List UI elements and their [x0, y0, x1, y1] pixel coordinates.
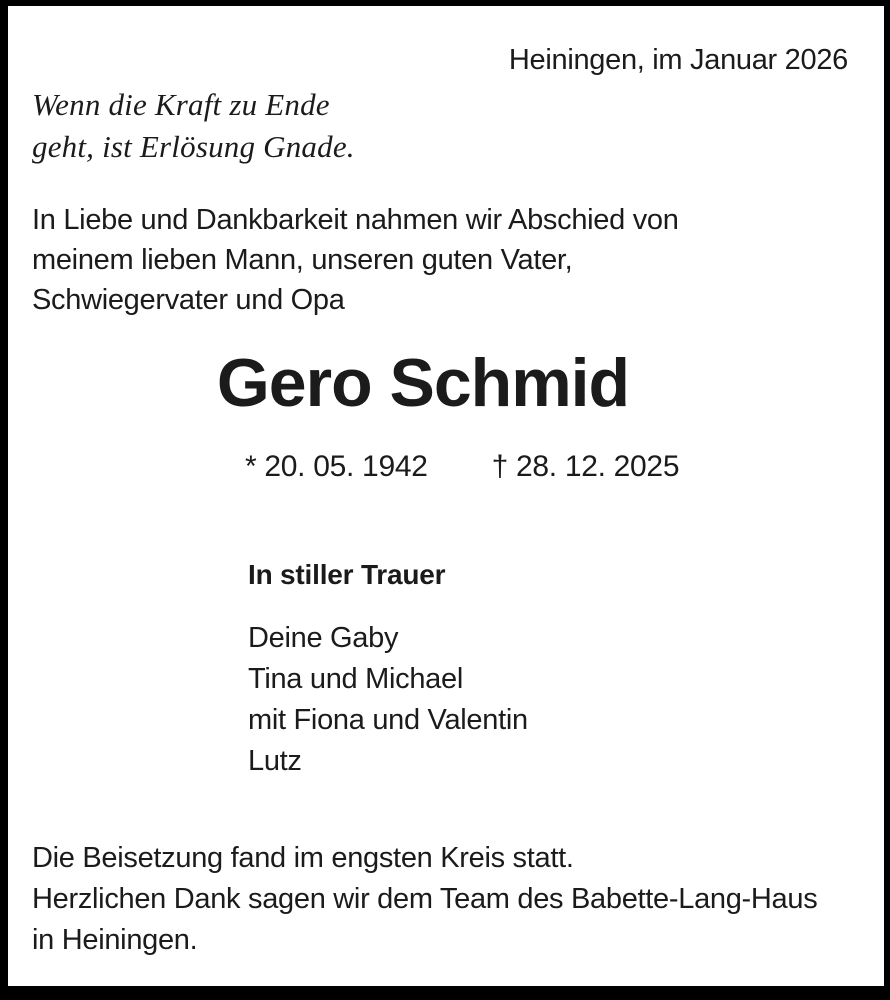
- life-dates: [245, 450, 679, 484]
- death-date: [492, 450, 680, 484]
- mourning-header: In stiller Trauer: [248, 559, 446, 590]
- epigraph: [32, 84, 355, 168]
- intro-line: meinem lieben Mann, unseren guten Vater,: [32, 244, 573, 276]
- intro-line: Schwiegervater und Opa: [32, 284, 345, 316]
- birth-star-symbol: *: [245, 450, 257, 483]
- dateline: Heiningen, im Januar 2026: [508, 44, 848, 76]
- closing-line: in Heiningen.: [32, 924, 198, 956]
- epigraph-line: Wenn die Kraft zu Ende: [32, 87, 330, 122]
- mourner-line: Tina und Michael: [248, 663, 463, 695]
- death-date-value: 28. 12. 2025: [515, 450, 680, 483]
- mourner-line: mit Fiona und Valentin: [248, 704, 528, 736]
- mourner-line: Deine Gaby: [248, 622, 399, 654]
- epigraph-line: geht, ist Erlösung Gnade.: [32, 129, 355, 164]
- mourner-line: Lutz: [248, 745, 302, 777]
- closing-line: Die Beisetzung fand im engsten Kreis statt.: [32, 842, 574, 874]
- birth-date-value: 20. 05. 1942: [264, 450, 428, 483]
- closing-paragraph: [32, 838, 817, 961]
- mourners-list: [248, 618, 528, 782]
- mourning-section: [248, 559, 528, 782]
- intro-line: In Liebe und Dankbarkeit nahmen wir Abschied von: [32, 204, 679, 236]
- birth-date: [245, 450, 428, 484]
- intro-paragraph: [32, 200, 679, 320]
- closing-line: Herzlichen Dank sagen wir dem Team des Babette-Lang-Haus: [32, 883, 818, 915]
- deceased-name: Gero Schmid: [216, 345, 630, 421]
- death-cross-symbol: †: [491, 450, 508, 483]
